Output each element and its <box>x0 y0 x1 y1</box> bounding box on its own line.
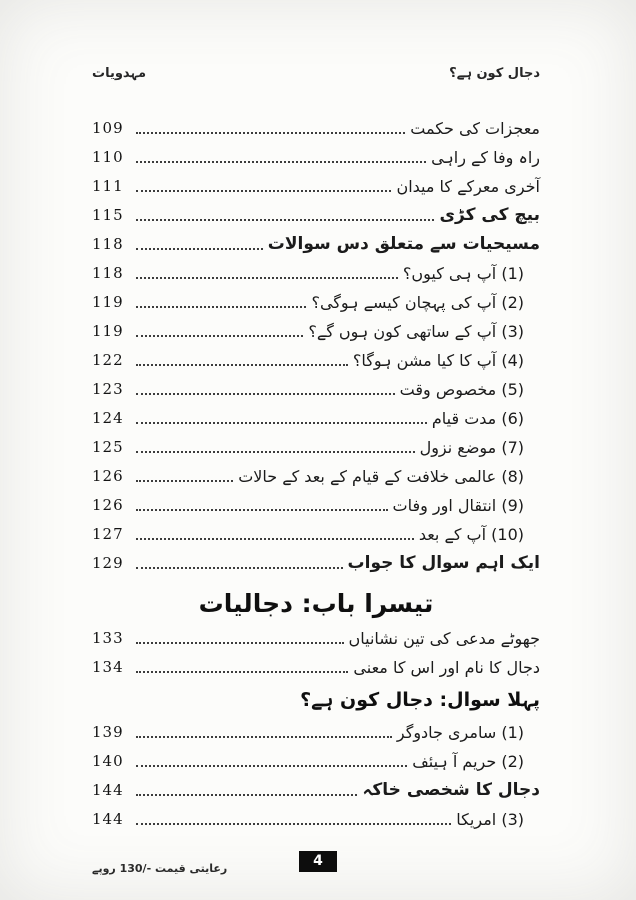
toc-entry-page: 125 <box>92 438 124 456</box>
toc-entry-title: (2) آپ کی پہچان کیسے ہوگی؟ <box>311 293 524 312</box>
toc-entry-title: (2) حریم آ ہیئف <box>412 752 524 771</box>
toc-entry-page: 144 <box>92 810 124 828</box>
page-footer <box>0 840 636 900</box>
toc-entry <box>92 200 540 229</box>
toc-entry-page: 134 <box>92 658 124 676</box>
toc-entry <box>92 113 540 142</box>
toc-entry-title: (3) امریکا <box>456 810 524 829</box>
toc-entry <box>92 804 540 833</box>
toc-entry-page: 109 <box>92 119 124 137</box>
toc-entry <box>92 717 540 746</box>
toc-entry-page: 127 <box>92 525 124 543</box>
toc-entry-page: 140 <box>92 752 124 770</box>
toc-entry-title: ایک اہم سوال کا جواب <box>347 553 540 573</box>
toc-entry-page: 124 <box>92 409 124 427</box>
toc-entry-page: 139 <box>92 723 124 741</box>
toc-entry-page: 111 <box>92 177 124 195</box>
toc-entry-page: 118 <box>92 264 124 282</box>
toc-entry-page: 123 <box>92 380 124 398</box>
price-note: رعایتی قیمت -/130 روپے <box>92 862 228 875</box>
table-of-contents <box>92 113 540 833</box>
chapter-heading: تیسرا باب: دجالیات <box>198 589 434 618</box>
toc-entry-title: (8) عالمی خلافت کے قیام کے بعد کے حالات <box>238 467 524 486</box>
toc-entry-title: (1) سامری جادوگر <box>396 723 524 742</box>
toc-entry <box>92 258 540 287</box>
toc-entry <box>92 548 540 577</box>
page-number-badge: 4 <box>299 851 337 872</box>
toc-entry <box>92 652 540 681</box>
toc-entry <box>92 490 540 519</box>
toc-entry-page: 133 <box>92 629 124 647</box>
running-head-section-title: مہدویات <box>92 66 147 81</box>
toc-entry <box>92 746 540 775</box>
toc-entry-title: (10) آپ کے بعد <box>418 525 524 544</box>
running-head-book-title: دجال کون ہے؟ <box>449 66 540 81</box>
toc-entry-title: (7) موضع نزول <box>419 438 524 457</box>
toc-entry-title: جھوٹے مدعی کی تین نشانیاں <box>348 629 540 648</box>
toc-entry-page: 119 <box>92 293 124 311</box>
toc-entry-title: معجزات کی حکمت <box>410 119 540 138</box>
toc-entry-title: دجال کا نام اور اس کا معنی <box>353 658 540 677</box>
toc-entry-title: بیچ کی کڑی <box>439 205 540 225</box>
toc-entry-title: مسیحیات سے متعلق دس سوالات <box>267 234 540 254</box>
toc-entry-title: (9) انتقال اور وفات <box>392 496 524 515</box>
toc-entry-page: 110 <box>92 148 124 166</box>
toc-entry <box>92 345 540 374</box>
toc-entry <box>92 775 540 804</box>
toc-entry <box>92 623 540 652</box>
toc-entry-title: (3) آپ کے ساتھی کون ہوں گے؟ <box>308 322 524 341</box>
toc-entry <box>92 432 540 461</box>
toc-entry <box>92 374 540 403</box>
question-heading: پہلا سوال: دجال کون ہے؟ <box>300 689 540 711</box>
toc-entry-title: (5) مخصوص وقت <box>399 380 524 399</box>
toc-entry-title: (4) آپ کا کیا مشن ہوگا؟ <box>352 351 524 370</box>
toc-entry <box>92 171 540 200</box>
toc-entry <box>92 316 540 345</box>
toc-entry-page: 122 <box>92 351 124 369</box>
toc-entry-page: 144 <box>92 781 124 799</box>
toc-entry-page: 126 <box>92 467 124 485</box>
toc-entry-page: 129 <box>92 554 124 572</box>
toc-entry <box>92 229 540 258</box>
toc-entry-title: راہ وفا کے راہی <box>431 148 540 167</box>
toc-entry-title: (6) مدت قیام <box>431 409 524 428</box>
toc-entry-page: 118 <box>92 235 124 253</box>
toc-entry <box>92 519 540 548</box>
toc-entry-title: آخری معرکے کا میدان <box>396 177 540 196</box>
toc-entry-title: (1) آپ ہی کیوں؟ <box>402 264 524 283</box>
toc-entry-page: 119 <box>92 322 124 340</box>
toc-entry-page: 115 <box>92 206 124 224</box>
toc-entry-title: دجال کا شخصی خاکہ <box>362 780 540 800</box>
toc-entry <box>92 403 540 432</box>
running-head <box>92 66 540 81</box>
toc-entry-page: 126 <box>92 496 124 514</box>
toc-entry <box>92 142 540 171</box>
toc-entry <box>92 461 540 490</box>
toc-entry <box>92 287 540 316</box>
